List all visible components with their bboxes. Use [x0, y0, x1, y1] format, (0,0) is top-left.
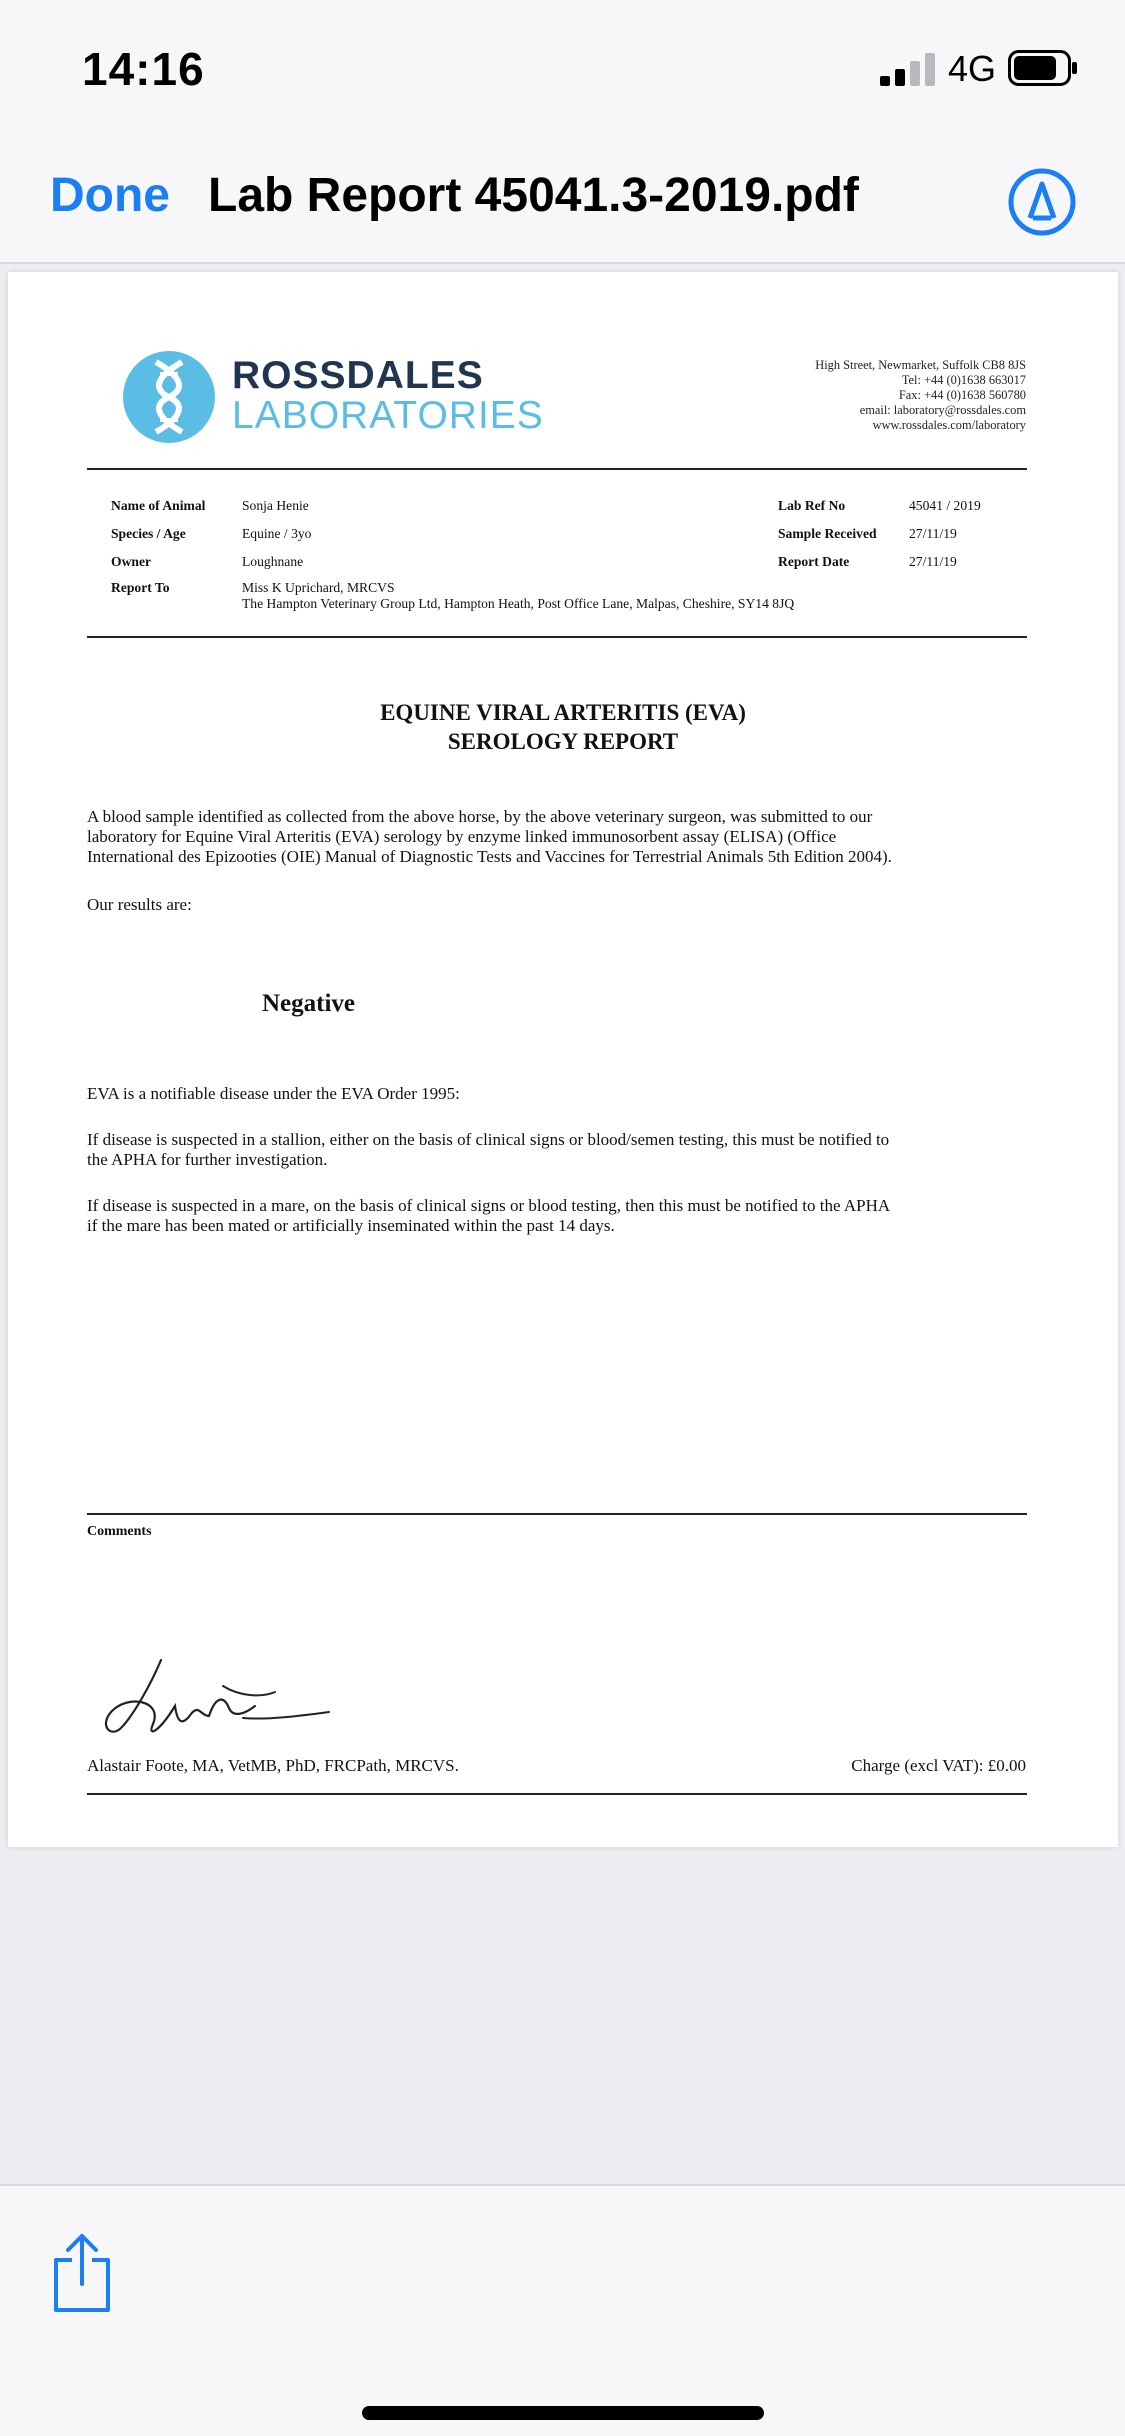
sample-received-value: 27/11/19	[909, 526, 957, 541]
share-icon[interactable]	[50, 2232, 114, 2314]
report-date-label: Report Date	[778, 554, 850, 569]
network-type: 4G	[948, 48, 997, 89]
stallion-paragraph	[87, 1130, 1037, 1170]
address-line: email: laboratory@rossdales.com	[859, 403, 1026, 417]
status-bar	[0, 0, 1125, 140]
address-line: www.rossdales.com/laboratory	[872, 418, 1026, 432]
report-heading-line1: EQUINE VIRAL ARTERITIS (EVA)	[380, 700, 746, 725]
text-line: if the mare has been mated or artificially inseminated within the past 14 days.	[87, 1216, 615, 1235]
address-line: High Street, Newmarket, Suffolk CB8 8JS	[815, 358, 1026, 372]
status-time: 14:16	[82, 43, 205, 95]
lab-address	[815, 358, 1026, 433]
done-button[interactable]: Done	[50, 169, 170, 222]
text-line: If disease is suspected in a stallion, either on the basis of clinical signs or blood/semen testing, this must be notified to	[87, 1130, 890, 1149]
lab-ref-label: Lab Ref No	[778, 498, 846, 513]
mare-paragraph	[87, 1196, 1037, 1236]
text-line: laboratory for Equine Viral Arteritis (EVA) serology by enzyme linked immunosorbent assay (ELISA) (Office	[87, 827, 837, 846]
bottom-toolbar	[0, 2184, 1125, 2436]
comments-label: Comments	[87, 1524, 152, 1539]
pdf-page	[8, 272, 1118, 1847]
name-label: Name of Animal	[111, 498, 206, 513]
text-line: A blood sample identified as collected from the above horse, by the above veterinary surgeon, was submitted to our	[87, 807, 873, 826]
species-label: Species / Age	[111, 526, 186, 541]
text-line: International des Epizooties (OIE) Manual of Diagnostic Tests and Vaccines for Terrestrial Animals 5th Edition 2004).	[87, 847, 892, 866]
divider	[87, 1793, 1027, 1795]
charge-amount: Charge (excl VAT): £0.00	[851, 1756, 1026, 1775]
address-line: Fax: +44 (0)1638 560780	[898, 388, 1026, 402]
divider	[87, 468, 1027, 470]
owner-label: Owner	[111, 554, 152, 569]
report-heading-line2: SEROLOGY REPORT	[447, 729, 679, 754]
handwritten-signature	[93, 1654, 343, 1744]
intro-paragraph	[87, 807, 1037, 867]
report-to-line2: The Hampton Veterinary Group Ltd, Hampton Heath, Post Office Lane, Malpas, Cheshire, SY14 8JQ	[242, 596, 795, 611]
name-value: Sonja Henie	[242, 498, 309, 513]
dna-logo-icon	[122, 350, 216, 444]
report-to-line1: Miss K Uprichard, MRCVS	[242, 580, 395, 595]
notifiable-statement: EVA is a notifiable disease under the EVA Order 1995:	[87, 1084, 460, 1103]
owner-value: Loughnane	[242, 554, 304, 569]
sample-received-label: Sample Received	[778, 526, 877, 541]
logo-text-bottom: LABORATORIES	[232, 394, 544, 437]
text-line: the APHA for further investigation.	[87, 1150, 328, 1169]
results-intro: Our results are:	[87, 895, 192, 914]
home-indicator[interactable]	[362, 2406, 764, 2420]
document-title: Lab Report 45041.3-2019.pdf	[208, 169, 859, 222]
text-line: If disease is suspected in a mare, on the basis of clinical signs or blood testing, then this must be notified to the APHA	[87, 1196, 891, 1215]
divider	[87, 1513, 1027, 1515]
report-date-value: 27/11/19	[909, 554, 957, 569]
navigation-bar	[0, 140, 1125, 264]
cellular-signal-icon	[880, 52, 936, 86]
battery-icon	[1008, 50, 1078, 86]
divider	[87, 636, 1027, 638]
test-result: Negative	[262, 990, 356, 1017]
species-value: Equine / 3yo	[242, 526, 312, 541]
report-to-label: Report To	[111, 580, 170, 595]
address-line: Tel: +44 (0)1638 663017	[901, 373, 1026, 387]
signer-name: Alastair Foote, MA, VetMB, PhD, FRCPath, MRCVS.	[87, 1756, 459, 1775]
markup-icon[interactable]	[1006, 166, 1078, 238]
logo-text-top: ROSSDALES	[232, 354, 484, 397]
lab-ref-value: 45041 / 2019	[909, 498, 981, 513]
